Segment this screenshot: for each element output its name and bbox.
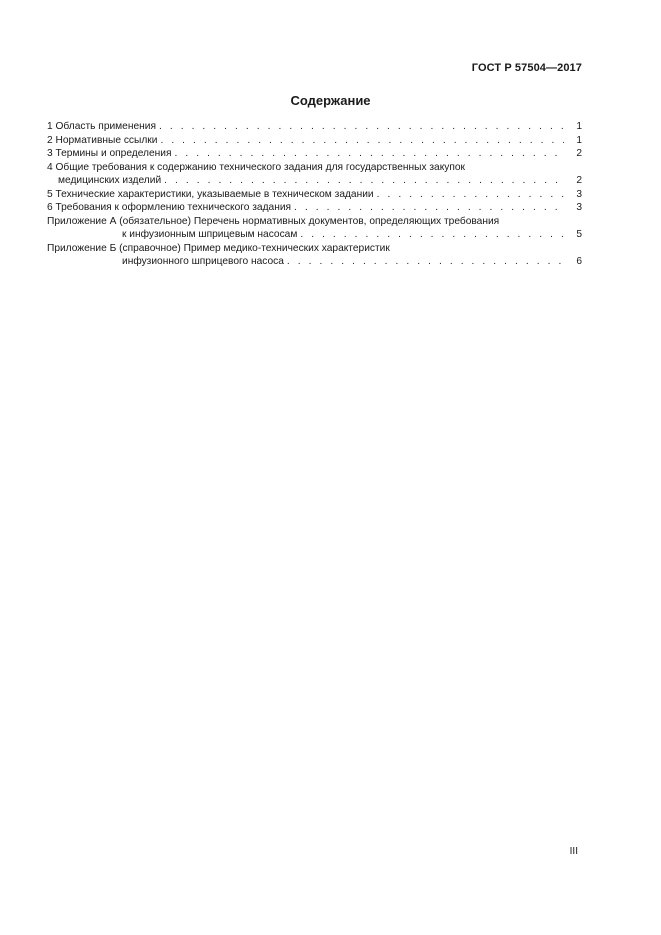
toc-leader-dots <box>287 255 564 269</box>
toc-leader-dots <box>174 147 564 161</box>
toc-leader-dots <box>294 201 564 215</box>
toc-entry-appendix-a-cont[interactable] <box>47 228 582 242</box>
toc-page-number: 5 <box>576 229 582 240</box>
toc-leader-dots <box>300 228 564 242</box>
toc-entry-appendix-b[interactable] <box>47 242 582 256</box>
toc-entry-label-continuation: к инфузионным шприцевым насосам <box>122 229 298 240</box>
toc-page-number: 3 <box>576 202 582 213</box>
toc-entry-label: 2 Нормативные ссылки <box>47 134 158 146</box>
toc-entry-normative-references[interactable] <box>47 134 582 148</box>
toc-leader-dots <box>164 174 564 188</box>
toc-entry-label: Приложение Б (справочное) Пример медико-технических характеристик <box>47 242 390 254</box>
toc-entry-formatting-requirements[interactable] <box>47 201 582 215</box>
toc-entry-label: Приложение А (обязательное) Перечень нормативных документов, определяющих требования <box>47 215 500 227</box>
toc-page-number: 1 <box>576 121 582 132</box>
toc-entry-label-continuation: инфузионного шприцевого насоса <box>122 256 284 267</box>
toc-entry-general-requirements-cont[interactable] <box>47 174 582 188</box>
toc-entry-terms-definitions[interactable] <box>47 147 582 161</box>
toc-entry-scope[interactable] <box>47 120 582 134</box>
toc-leader-dots <box>160 134 564 148</box>
toc-entry-label: 6 Требования к оформлению технического задания <box>47 202 292 213</box>
page-title: Содержание <box>290 93 371 108</box>
toc-page-number: 2 <box>576 175 582 186</box>
page-number: III <box>569 846 578 857</box>
toc-entry-label: 5 Технические характеристики, указываемые в техническом задании <box>47 188 374 200</box>
toc-page-number: 1 <box>576 134 582 146</box>
table-of-contents <box>47 120 582 269</box>
document-standard-number: ГОСТ Р 57504—2017 <box>471 62 582 74</box>
toc-entry-label-continuation: медицинских изделий <box>58 175 162 186</box>
toc-entry-general-requirements[interactable] <box>47 161 582 175</box>
toc-entry-appendix-a[interactable] <box>47 215 582 229</box>
toc-leader-dots <box>159 120 564 134</box>
toc-entry-label: 4 Общие требования к содержанию технического задания для государственных закупок <box>47 161 466 173</box>
toc-page-number: 6 <box>576 256 582 267</box>
toc-page-number: 3 <box>576 188 582 200</box>
toc-entry-appendix-b-cont[interactable] <box>47 255 582 269</box>
toc-page-number: 2 <box>576 148 582 159</box>
toc-entry-label: 1 Область применения <box>47 121 156 132</box>
toc-entry-label: 3 Термины и определения <box>47 148 172 159</box>
toc-entry-technical-characteristics[interactable] <box>47 188 582 202</box>
toc-leader-dots <box>377 188 564 202</box>
